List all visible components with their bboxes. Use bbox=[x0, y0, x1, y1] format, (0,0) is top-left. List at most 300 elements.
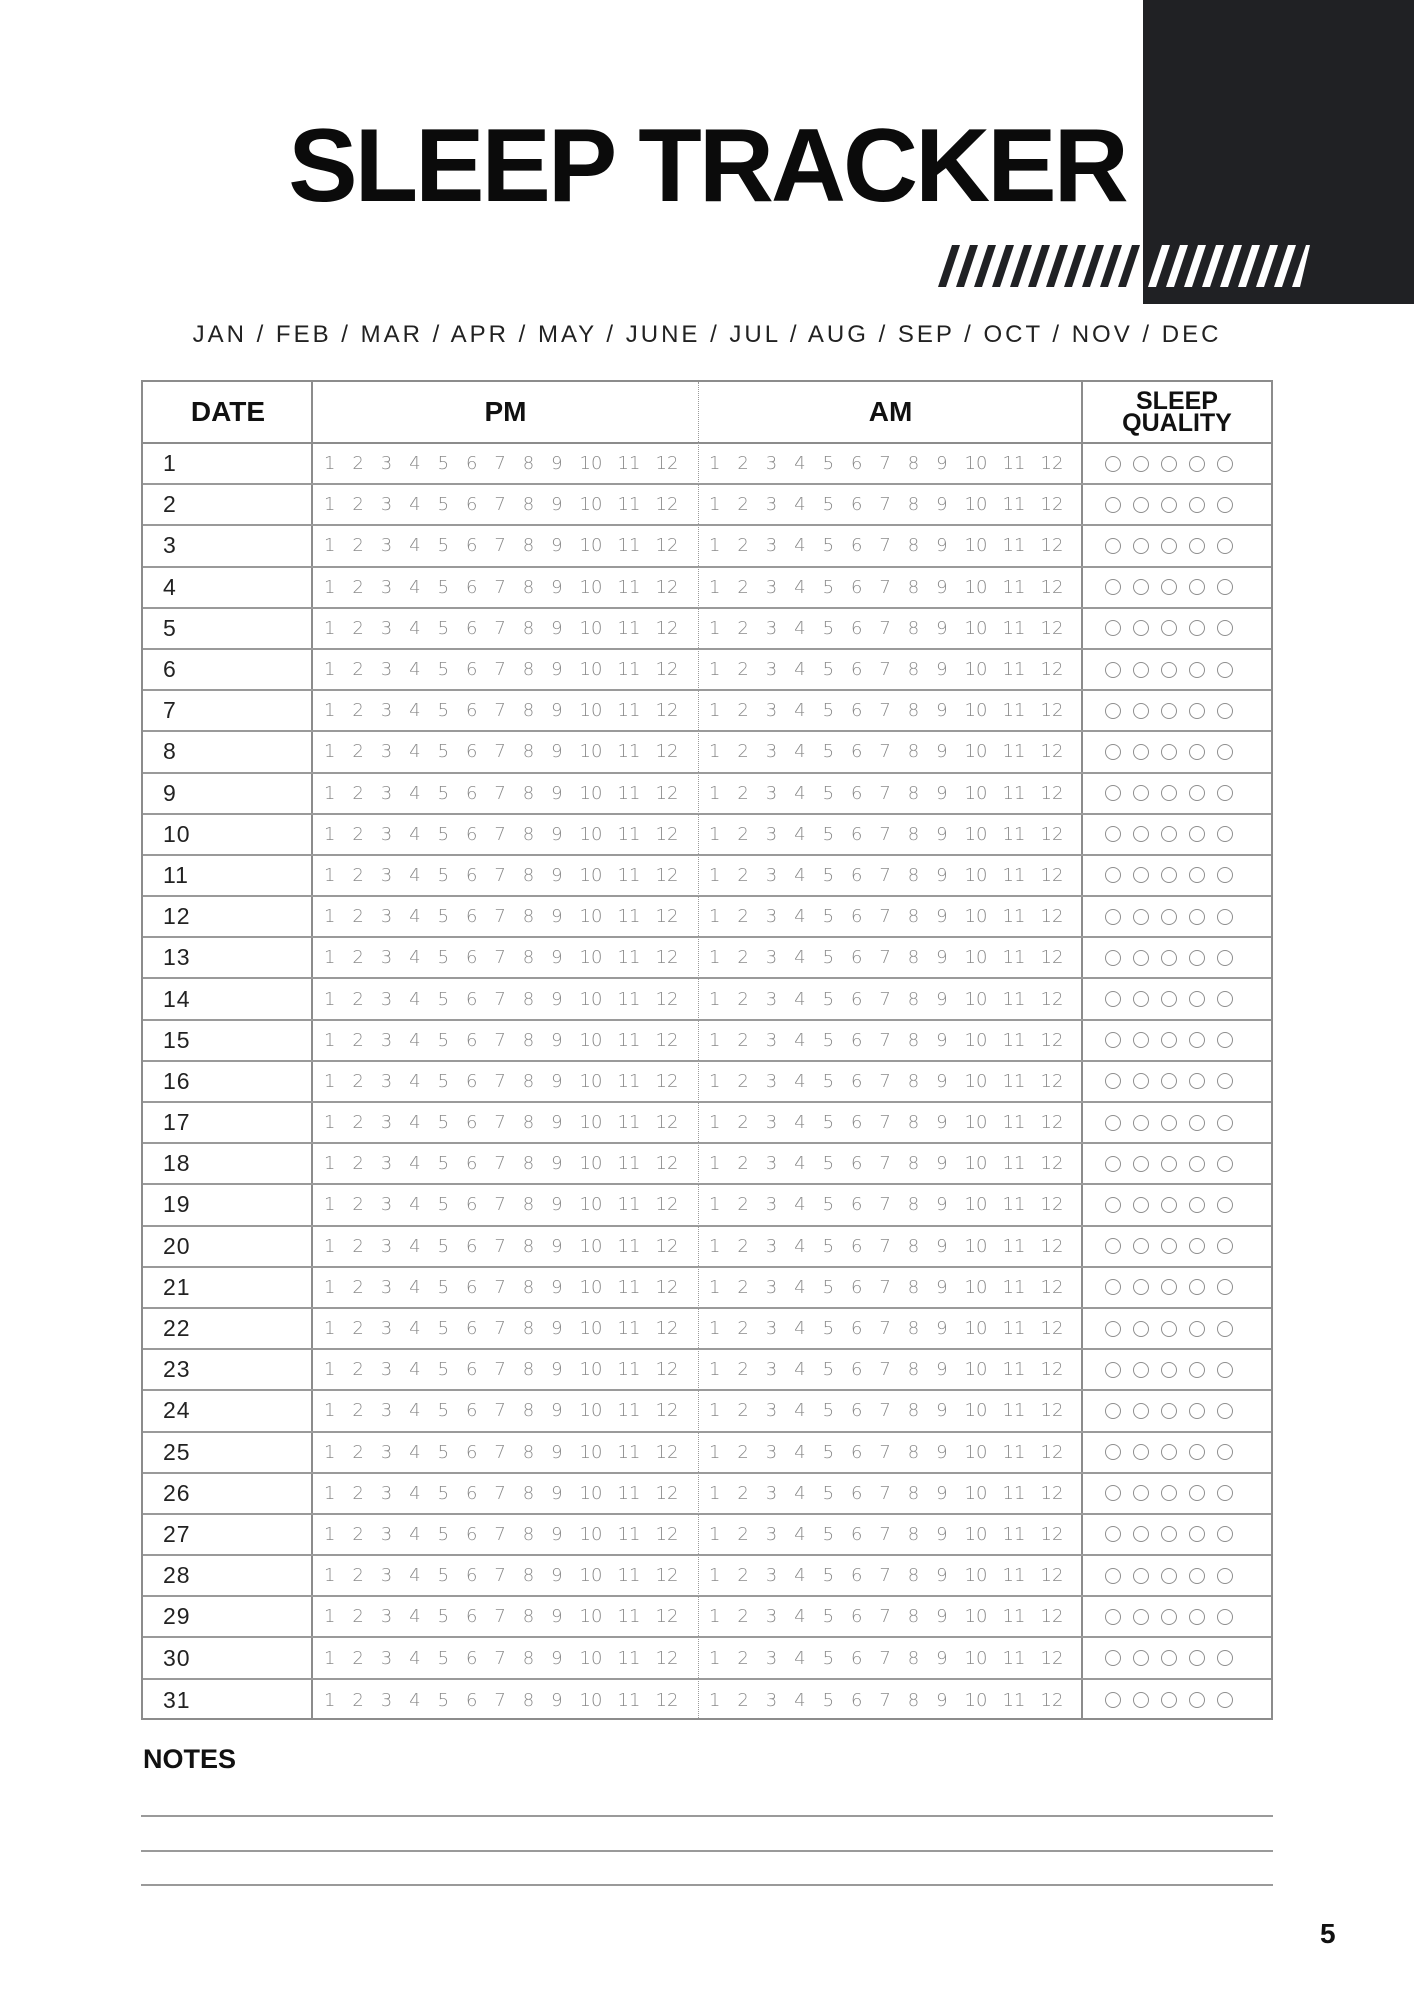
am-hour-cell[interactable]: 2 bbox=[737, 1441, 749, 1463]
pm-hour-cell[interactable]: 4 bbox=[409, 1606, 421, 1628]
pm-hour-cell[interactable]: 5 bbox=[437, 741, 450, 763]
quality-circle[interactable] bbox=[1189, 1115, 1205, 1131]
quality-circle[interactable] bbox=[1161, 1197, 1177, 1213]
am-hour-cell[interactable]: 5 bbox=[822, 864, 835, 886]
quality-circle[interactable] bbox=[1189, 950, 1205, 966]
pm-hour-cell[interactable]: 12 bbox=[655, 1029, 679, 1051]
pm-hour-cell[interactable]: 6 bbox=[465, 947, 478, 969]
pm-hour-cell[interactable]: 7 bbox=[494, 864, 506, 886]
notes-line-2[interactable] bbox=[141, 1850, 1273, 1852]
quality-circle[interactable] bbox=[1189, 1321, 1205, 1337]
am-hour-cell[interactable]: 6 bbox=[850, 1565, 863, 1587]
pm-hour-cell[interactable]: 9 bbox=[551, 617, 563, 639]
quality-circle[interactable] bbox=[1105, 497, 1121, 513]
pm-hour-cell[interactable]: 2 bbox=[352, 535, 364, 557]
pm-hour-cell[interactable]: 6 bbox=[465, 988, 478, 1010]
quality-circle[interactable] bbox=[1133, 1692, 1149, 1708]
quality-circle[interactable] bbox=[1217, 662, 1233, 678]
pm-hour-cell[interactable]: 12 bbox=[655, 1318, 679, 1340]
pm-hour-cell[interactable]: 10 bbox=[579, 1441, 603, 1463]
pm-hour-cell[interactable]: 2 bbox=[352, 782, 364, 804]
am-hour-cell[interactable]: 12 bbox=[1040, 1689, 1064, 1711]
am-hour-cell[interactable]: 12 bbox=[1040, 782, 1064, 804]
pm-hour-cell[interactable]: 10 bbox=[579, 1276, 603, 1298]
am-hour-cell[interactable]: 8 bbox=[907, 1070, 920, 1092]
am-hour-cell[interactable]: 7 bbox=[879, 1112, 891, 1134]
pm-hour-cell[interactable]: 9 bbox=[551, 1523, 563, 1545]
pm-hour-cell[interactable]: 10 bbox=[579, 617, 603, 639]
pm-hour-cell[interactable]: 11 bbox=[617, 1029, 641, 1051]
am-hour-cell[interactable]: 9 bbox=[936, 1153, 948, 1175]
pm-hour-cell[interactable]: 5 bbox=[437, 494, 450, 516]
pm-hour-cell[interactable]: 7 bbox=[494, 1565, 506, 1587]
quality-circle[interactable] bbox=[1161, 1032, 1177, 1048]
pm-hour-cell[interactable]: 9 bbox=[551, 823, 563, 845]
am-hour-cell[interactable]: 8 bbox=[907, 1153, 920, 1175]
pm-hour-cell[interactable]: 7 bbox=[494, 1606, 506, 1628]
am-hour-cell[interactable]: 3 bbox=[765, 659, 778, 681]
am-hour-cell[interactable]: 8 bbox=[907, 1482, 920, 1504]
am-hour-cell[interactable]: 6 bbox=[850, 782, 863, 804]
am-hour-cell[interactable]: 7 bbox=[879, 1029, 891, 1051]
pm-hour-cell[interactable]: 11 bbox=[617, 535, 641, 557]
pm-hour-cell[interactable]: 8 bbox=[522, 1153, 535, 1175]
pm-hour-cell[interactable]: 4 bbox=[409, 494, 421, 516]
am-hour-cell[interactable]: 8 bbox=[907, 700, 920, 722]
pm-hour-cell[interactable]: 5 bbox=[437, 1689, 450, 1711]
quality-circle[interactable] bbox=[1133, 1238, 1149, 1254]
pm-hour-cell[interactable]: 4 bbox=[409, 453, 421, 475]
pm-hour-cell[interactable]: 9 bbox=[551, 1400, 563, 1422]
quality-circle[interactable] bbox=[1161, 1692, 1177, 1708]
am-hour-cell[interactable]: 1 bbox=[709, 1482, 721, 1504]
pm-hour-cell[interactable]: 5 bbox=[437, 1565, 450, 1587]
quality-circle[interactable] bbox=[1189, 1526, 1205, 1542]
am-hour-cell[interactable]: 1 bbox=[709, 1318, 721, 1340]
am-hour-cell[interactable]: 9 bbox=[936, 1359, 948, 1381]
quality-circle[interactable] bbox=[1217, 1403, 1233, 1419]
am-hour-cell[interactable]: 10 bbox=[964, 1441, 988, 1463]
am-hour-cell[interactable]: 12 bbox=[1040, 864, 1064, 886]
pm-hour-cell[interactable]: 9 bbox=[551, 453, 563, 475]
pm-hour-cell[interactable]: 8 bbox=[522, 535, 535, 557]
pm-hour-cell[interactable]: 5 bbox=[437, 906, 450, 928]
pm-hour-cell[interactable]: 9 bbox=[551, 1235, 563, 1257]
am-hour-cell[interactable]: 12 bbox=[1040, 1606, 1064, 1628]
pm-hour-cell[interactable]: 8 bbox=[522, 741, 535, 763]
pm-hour-cell[interactable]: 4 bbox=[409, 1441, 421, 1463]
quality-circle[interactable] bbox=[1133, 1485, 1149, 1501]
am-hour-cell[interactable]: 7 bbox=[879, 1565, 891, 1587]
am-hour-cell[interactable]: 1 bbox=[709, 1689, 721, 1711]
am-hour-cell[interactable]: 9 bbox=[936, 659, 948, 681]
am-hour-cell[interactable]: 3 bbox=[765, 1565, 778, 1587]
pm-hour-cell[interactable]: 1 bbox=[324, 823, 336, 845]
pm-hour-cell[interactable]: 10 bbox=[579, 453, 603, 475]
pm-hour-cell[interactable]: 1 bbox=[324, 1112, 336, 1134]
pm-hour-cell[interactable]: 12 bbox=[655, 1070, 679, 1092]
am-hour-cell[interactable]: 3 bbox=[765, 1070, 778, 1092]
am-hour-cell[interactable]: 2 bbox=[737, 1647, 749, 1669]
am-hour-cell[interactable]: 8 bbox=[907, 659, 920, 681]
am-hour-cell[interactable]: 11 bbox=[1002, 1276, 1026, 1298]
pm-hour-cell[interactable]: 5 bbox=[437, 535, 450, 557]
pm-hour-cell[interactable]: 4 bbox=[409, 1318, 421, 1340]
am-hour-cell[interactable]: 11 bbox=[1002, 1606, 1026, 1628]
quality-circle[interactable] bbox=[1189, 1609, 1205, 1625]
am-hour-cell[interactable]: 6 bbox=[850, 617, 863, 639]
pm-hour-cell[interactable]: 6 bbox=[465, 1565, 478, 1587]
pm-hour-cell[interactable]: 7 bbox=[494, 1441, 506, 1463]
pm-hour-cell[interactable]: 2 bbox=[352, 700, 364, 722]
am-hour-cell[interactable]: 1 bbox=[709, 1276, 721, 1298]
quality-circle[interactable] bbox=[1189, 579, 1205, 595]
am-hour-cell[interactable]: 8 bbox=[907, 947, 920, 969]
pm-hour-cell[interactable]: 6 bbox=[465, 659, 478, 681]
pm-hour-cell[interactable]: 3 bbox=[380, 1482, 393, 1504]
pm-hour-cell[interactable]: 10 bbox=[579, 1606, 603, 1628]
quality-circle[interactable] bbox=[1217, 1115, 1233, 1131]
pm-hour-cell[interactable]: 1 bbox=[324, 1689, 336, 1711]
quality-circle[interactable] bbox=[1161, 1279, 1177, 1295]
pm-hour-cell[interactable]: 8 bbox=[522, 947, 535, 969]
pm-hour-cell[interactable]: 6 bbox=[465, 453, 478, 475]
quality-circle[interactable] bbox=[1161, 950, 1177, 966]
quality-circle[interactable] bbox=[1133, 1279, 1149, 1295]
pm-hour-cell[interactable]: 1 bbox=[324, 864, 336, 886]
am-hour-cell[interactable]: 5 bbox=[822, 1276, 835, 1298]
am-hour-cell[interactable]: 10 bbox=[964, 1276, 988, 1298]
pm-hour-cell[interactable]: 3 bbox=[380, 1523, 393, 1545]
quality-circle[interactable] bbox=[1105, 785, 1121, 801]
notes-line-3[interactable] bbox=[141, 1884, 1273, 1886]
am-hour-cell[interactable]: 2 bbox=[737, 1070, 749, 1092]
pm-hour-cell[interactable]: 11 bbox=[617, 659, 641, 681]
am-hour-cell[interactable]: 12 bbox=[1040, 1441, 1064, 1463]
pm-hour-cell[interactable]: 9 bbox=[551, 1441, 563, 1463]
pm-hour-cell[interactable]: 5 bbox=[437, 1318, 450, 1340]
am-hour-cell[interactable]: 10 bbox=[964, 1400, 988, 1422]
quality-circle[interactable] bbox=[1105, 1609, 1121, 1625]
pm-hour-cell[interactable]: 9 bbox=[551, 1689, 563, 1711]
am-hour-cell[interactable]: 1 bbox=[709, 947, 721, 969]
am-hour-cell[interactable]: 8 bbox=[907, 453, 920, 475]
pm-hour-cell[interactable]: 12 bbox=[655, 453, 679, 475]
am-hour-cell[interactable]: 1 bbox=[709, 782, 721, 804]
pm-hour-cell[interactable]: 11 bbox=[617, 947, 641, 969]
quality-circle[interactable] bbox=[1161, 1609, 1177, 1625]
pm-hour-cell[interactable]: 10 bbox=[579, 494, 603, 516]
quality-circle[interactable] bbox=[1217, 826, 1233, 842]
pm-hour-cell[interactable]: 6 bbox=[465, 782, 478, 804]
am-hour-cell[interactable]: 10 bbox=[964, 864, 988, 886]
quality-circle[interactable] bbox=[1217, 1279, 1233, 1295]
am-hour-cell[interactable]: 12 bbox=[1040, 1194, 1064, 1216]
am-hour-cell[interactable]: 7 bbox=[879, 659, 891, 681]
am-hour-cell[interactable]: 10 bbox=[964, 1606, 988, 1628]
quality-circle[interactable] bbox=[1189, 662, 1205, 678]
am-hour-cell[interactable]: 7 bbox=[879, 1482, 891, 1504]
am-hour-cell[interactable]: 4 bbox=[794, 741, 806, 763]
pm-hour-cell[interactable]: 6 bbox=[465, 1441, 478, 1463]
am-hour-cell[interactable]: 10 bbox=[964, 1235, 988, 1257]
am-hour-cell[interactable]: 8 bbox=[907, 1647, 920, 1669]
pm-hour-cell[interactable]: 11 bbox=[617, 1194, 641, 1216]
am-hour-cell[interactable]: 9 bbox=[936, 1647, 948, 1669]
pm-hour-cell[interactable]: 1 bbox=[324, 741, 336, 763]
pm-hour-cell[interactable]: 12 bbox=[655, 782, 679, 804]
am-hour-cell[interactable]: 4 bbox=[794, 1112, 806, 1134]
am-hour-cell[interactable]: 9 bbox=[936, 1235, 948, 1257]
am-hour-cell[interactable]: 1 bbox=[709, 1112, 721, 1134]
pm-hour-cell[interactable]: 11 bbox=[617, 823, 641, 845]
pm-hour-cell[interactable]: 2 bbox=[352, 1318, 364, 1340]
pm-hour-cell[interactable]: 8 bbox=[522, 864, 535, 886]
pm-hour-cell[interactable]: 10 bbox=[579, 906, 603, 928]
pm-hour-cell[interactable]: 9 bbox=[551, 741, 563, 763]
am-hour-cell[interactable]: 11 bbox=[1002, 947, 1026, 969]
am-hour-cell[interactable]: 6 bbox=[850, 988, 863, 1010]
pm-hour-cell[interactable]: 6 bbox=[465, 864, 478, 886]
pm-hour-cell[interactable]: 12 bbox=[655, 659, 679, 681]
am-hour-cell[interactable]: 3 bbox=[765, 988, 778, 1010]
am-hour-cell[interactable]: 10 bbox=[964, 1029, 988, 1051]
pm-hour-cell[interactable]: 5 bbox=[437, 1359, 450, 1381]
am-hour-cell[interactable]: 12 bbox=[1040, 1482, 1064, 1504]
am-hour-cell[interactable]: 5 bbox=[822, 617, 835, 639]
pm-hour-cell[interactable]: 2 bbox=[352, 659, 364, 681]
am-hour-cell[interactable]: 8 bbox=[907, 535, 920, 557]
pm-hour-cell[interactable]: 4 bbox=[409, 1276, 421, 1298]
pm-hour-cell[interactable]: 1 bbox=[324, 494, 336, 516]
quality-circle[interactable] bbox=[1189, 620, 1205, 636]
am-hour-cell[interactable]: 4 bbox=[794, 494, 806, 516]
am-hour-cell[interactable]: 9 bbox=[936, 1400, 948, 1422]
pm-hour-cell[interactable]: 2 bbox=[352, 1029, 364, 1051]
quality-circle[interactable] bbox=[1105, 826, 1121, 842]
pm-hour-cell[interactable]: 3 bbox=[380, 864, 393, 886]
pm-hour-cell[interactable]: 12 bbox=[655, 1441, 679, 1463]
am-hour-cell[interactable]: 12 bbox=[1040, 1153, 1064, 1175]
am-hour-cell[interactable]: 11 bbox=[1002, 1482, 1026, 1504]
pm-hour-cell[interactable]: 8 bbox=[522, 1112, 535, 1134]
am-hour-cell[interactable]: 2 bbox=[737, 1029, 749, 1051]
pm-hour-cell[interactable]: 3 bbox=[380, 1194, 393, 1216]
quality-circle[interactable] bbox=[1105, 456, 1121, 472]
quality-circle[interactable] bbox=[1105, 1362, 1121, 1378]
am-hour-cell[interactable]: 11 bbox=[1002, 1565, 1026, 1587]
pm-hour-cell[interactable]: 3 bbox=[380, 988, 393, 1010]
pm-hour-cell[interactable]: 2 bbox=[352, 1400, 364, 1422]
am-hour-cell[interactable]: 2 bbox=[737, 535, 749, 557]
quality-circle[interactable] bbox=[1189, 1032, 1205, 1048]
pm-hour-cell[interactable]: 10 bbox=[579, 535, 603, 557]
pm-hour-cell[interactable]: 11 bbox=[617, 576, 641, 598]
quality-circle[interactable] bbox=[1105, 909, 1121, 925]
quality-circle[interactable] bbox=[1189, 1073, 1205, 1089]
am-hour-cell[interactable]: 6 bbox=[850, 1647, 863, 1669]
pm-hour-cell[interactable]: 3 bbox=[380, 453, 393, 475]
quality-circle[interactable] bbox=[1105, 1073, 1121, 1089]
pm-hour-cell[interactable]: 4 bbox=[409, 1359, 421, 1381]
am-hour-cell[interactable]: 2 bbox=[737, 1689, 749, 1711]
am-hour-cell[interactable]: 5 bbox=[822, 1318, 835, 1340]
pm-hour-cell[interactable]: 2 bbox=[352, 947, 364, 969]
am-hour-cell[interactable]: 1 bbox=[709, 535, 721, 557]
pm-hour-cell[interactable]: 5 bbox=[437, 1112, 450, 1134]
quality-circle[interactable] bbox=[1217, 950, 1233, 966]
am-hour-cell[interactable]: 8 bbox=[907, 864, 920, 886]
pm-hour-cell[interactable]: 12 bbox=[655, 1647, 679, 1669]
am-hour-cell[interactable]: 2 bbox=[737, 1276, 749, 1298]
quality-circle[interactable] bbox=[1133, 950, 1149, 966]
quality-circle[interactable] bbox=[1217, 579, 1233, 595]
pm-hour-cell[interactable]: 3 bbox=[380, 617, 393, 639]
am-hour-cell[interactable]: 1 bbox=[709, 988, 721, 1010]
pm-hour-cell[interactable]: 6 bbox=[465, 1606, 478, 1628]
pm-hour-cell[interactable]: 7 bbox=[494, 453, 506, 475]
pm-hour-cell[interactable]: 8 bbox=[522, 1276, 535, 1298]
pm-hour-cell[interactable]: 8 bbox=[522, 659, 535, 681]
am-hour-cell[interactable]: 4 bbox=[794, 1689, 806, 1711]
am-hour-cell[interactable]: 9 bbox=[936, 535, 948, 557]
am-hour-cell[interactable]: 9 bbox=[936, 864, 948, 886]
quality-circle[interactable] bbox=[1133, 497, 1149, 513]
pm-hour-cell[interactable]: 6 bbox=[465, 1070, 478, 1092]
pm-hour-cell[interactable]: 9 bbox=[551, 1070, 563, 1092]
quality-circle[interactable] bbox=[1217, 1362, 1233, 1378]
quality-circle[interactable] bbox=[1161, 1444, 1177, 1460]
pm-hour-cell[interactable]: 4 bbox=[409, 1523, 421, 1545]
am-hour-cell[interactable]: 12 bbox=[1040, 823, 1064, 845]
am-hour-cell[interactable]: 3 bbox=[765, 1112, 778, 1134]
am-hour-cell[interactable]: 2 bbox=[737, 1194, 749, 1216]
am-hour-cell[interactable]: 7 bbox=[879, 1400, 891, 1422]
am-hour-cell[interactable]: 2 bbox=[737, 1606, 749, 1628]
am-hour-cell[interactable]: 12 bbox=[1040, 741, 1064, 763]
pm-hour-cell[interactable]: 11 bbox=[617, 1647, 641, 1669]
pm-hour-cell[interactable]: 11 bbox=[617, 864, 641, 886]
pm-hour-cell[interactable]: 6 bbox=[465, 1689, 478, 1711]
pm-hour-cell[interactable]: 3 bbox=[380, 1276, 393, 1298]
pm-hour-cell[interactable]: 9 bbox=[551, 906, 563, 928]
pm-hour-cell[interactable]: 5 bbox=[437, 1029, 450, 1051]
quality-circle[interactable] bbox=[1189, 456, 1205, 472]
quality-circle[interactable] bbox=[1217, 1692, 1233, 1708]
pm-hour-cell[interactable]: 10 bbox=[579, 1153, 603, 1175]
pm-hour-cell[interactable]: 2 bbox=[352, 988, 364, 1010]
pm-hour-cell[interactable]: 6 bbox=[465, 1235, 478, 1257]
pm-hour-cell[interactable]: 4 bbox=[409, 1112, 421, 1134]
am-hour-cell[interactable]: 9 bbox=[936, 1482, 948, 1504]
am-hour-cell[interactable]: 7 bbox=[879, 864, 891, 886]
am-hour-cell[interactable]: 4 bbox=[794, 1153, 806, 1175]
am-hour-cell[interactable]: 1 bbox=[709, 1400, 721, 1422]
quality-circle[interactable] bbox=[1133, 703, 1149, 719]
pm-hour-cell[interactable]: 10 bbox=[579, 576, 603, 598]
am-hour-cell[interactable]: 1 bbox=[709, 741, 721, 763]
am-hour-cell[interactable]: 5 bbox=[822, 1400, 835, 1422]
am-hour-cell[interactable]: 5 bbox=[822, 1153, 835, 1175]
am-hour-cell[interactable]: 5 bbox=[822, 823, 835, 845]
am-hour-cell[interactable]: 6 bbox=[850, 1194, 863, 1216]
am-hour-cell[interactable]: 3 bbox=[765, 1153, 778, 1175]
quality-circle[interactable] bbox=[1161, 1485, 1177, 1501]
pm-hour-cell[interactable]: 6 bbox=[465, 1482, 478, 1504]
quality-circle[interactable] bbox=[1105, 703, 1121, 719]
am-hour-cell[interactable]: 7 bbox=[879, 1441, 891, 1463]
pm-hour-cell[interactable]: 2 bbox=[352, 453, 364, 475]
pm-hour-cell[interactable]: 12 bbox=[655, 864, 679, 886]
pm-hour-cell[interactable]: 7 bbox=[494, 1647, 506, 1669]
am-hour-cell[interactable]: 5 bbox=[822, 1689, 835, 1711]
pm-hour-cell[interactable]: 7 bbox=[494, 1482, 506, 1504]
pm-hour-cell[interactable]: 11 bbox=[617, 1523, 641, 1545]
pm-hour-cell[interactable]: 5 bbox=[437, 823, 450, 845]
am-hour-cell[interactable]: 11 bbox=[1002, 1318, 1026, 1340]
am-hour-cell[interactable]: 6 bbox=[850, 741, 863, 763]
am-hour-cell[interactable]: 7 bbox=[879, 700, 891, 722]
quality-circle[interactable] bbox=[1133, 1073, 1149, 1089]
pm-hour-cell[interactable]: 2 bbox=[352, 1482, 364, 1504]
am-hour-cell[interactable]: 4 bbox=[794, 823, 806, 845]
pm-hour-cell[interactable]: 7 bbox=[494, 1400, 506, 1422]
am-hour-cell[interactable]: 2 bbox=[737, 1235, 749, 1257]
quality-circle[interactable] bbox=[1189, 1650, 1205, 1666]
pm-hour-cell[interactable]: 8 bbox=[522, 1482, 535, 1504]
pm-hour-cell[interactable]: 1 bbox=[324, 1647, 336, 1669]
am-hour-cell[interactable]: 1 bbox=[709, 617, 721, 639]
pm-hour-cell[interactable]: 8 bbox=[522, 700, 535, 722]
am-hour-cell[interactable]: 9 bbox=[936, 576, 948, 598]
am-hour-cell[interactable]: 5 bbox=[822, 906, 835, 928]
pm-hour-cell[interactable]: 2 bbox=[352, 1359, 364, 1381]
pm-hour-cell[interactable]: 12 bbox=[655, 1112, 679, 1134]
am-hour-cell[interactable]: 3 bbox=[765, 1318, 778, 1340]
am-hour-cell[interactable]: 7 bbox=[879, 741, 891, 763]
pm-hour-cell[interactable]: 4 bbox=[409, 906, 421, 928]
pm-hour-cell[interactable]: 2 bbox=[352, 494, 364, 516]
quality-circle[interactable] bbox=[1217, 1238, 1233, 1254]
pm-hour-cell[interactable]: 7 bbox=[494, 1070, 506, 1092]
pm-hour-cell[interactable]: 7 bbox=[494, 947, 506, 969]
pm-hour-cell[interactable]: 9 bbox=[551, 782, 563, 804]
am-hour-cell[interactable]: 9 bbox=[936, 988, 948, 1010]
am-hour-cell[interactable]: 12 bbox=[1040, 494, 1064, 516]
quality-circle[interactable] bbox=[1161, 1650, 1177, 1666]
am-hour-cell[interactable]: 12 bbox=[1040, 700, 1064, 722]
am-hour-cell[interactable]: 4 bbox=[794, 1523, 806, 1545]
pm-hour-cell[interactable]: 6 bbox=[465, 494, 478, 516]
quality-circle[interactable] bbox=[1217, 1609, 1233, 1625]
am-hour-cell[interactable]: 6 bbox=[850, 1482, 863, 1504]
quality-circle[interactable] bbox=[1105, 620, 1121, 636]
pm-hour-cell[interactable]: 3 bbox=[380, 1359, 393, 1381]
am-hour-cell[interactable]: 4 bbox=[794, 1565, 806, 1587]
quality-circle[interactable] bbox=[1189, 744, 1205, 760]
pm-hour-cell[interactable]: 7 bbox=[494, 1359, 506, 1381]
am-hour-cell[interactable]: 5 bbox=[822, 1482, 835, 1504]
quality-circle[interactable] bbox=[1133, 579, 1149, 595]
am-hour-cell[interactable]: 6 bbox=[850, 1359, 863, 1381]
pm-hour-cell[interactable]: 6 bbox=[465, 823, 478, 845]
am-hour-cell[interactable]: 8 bbox=[907, 988, 920, 1010]
pm-hour-cell[interactable]: 4 bbox=[409, 1689, 421, 1711]
am-hour-cell[interactable]: 5 bbox=[822, 1235, 835, 1257]
pm-hour-cell[interactable]: 7 bbox=[494, 741, 506, 763]
pm-hour-cell[interactable]: 2 bbox=[352, 1689, 364, 1711]
am-hour-cell[interactable]: 5 bbox=[822, 1359, 835, 1381]
